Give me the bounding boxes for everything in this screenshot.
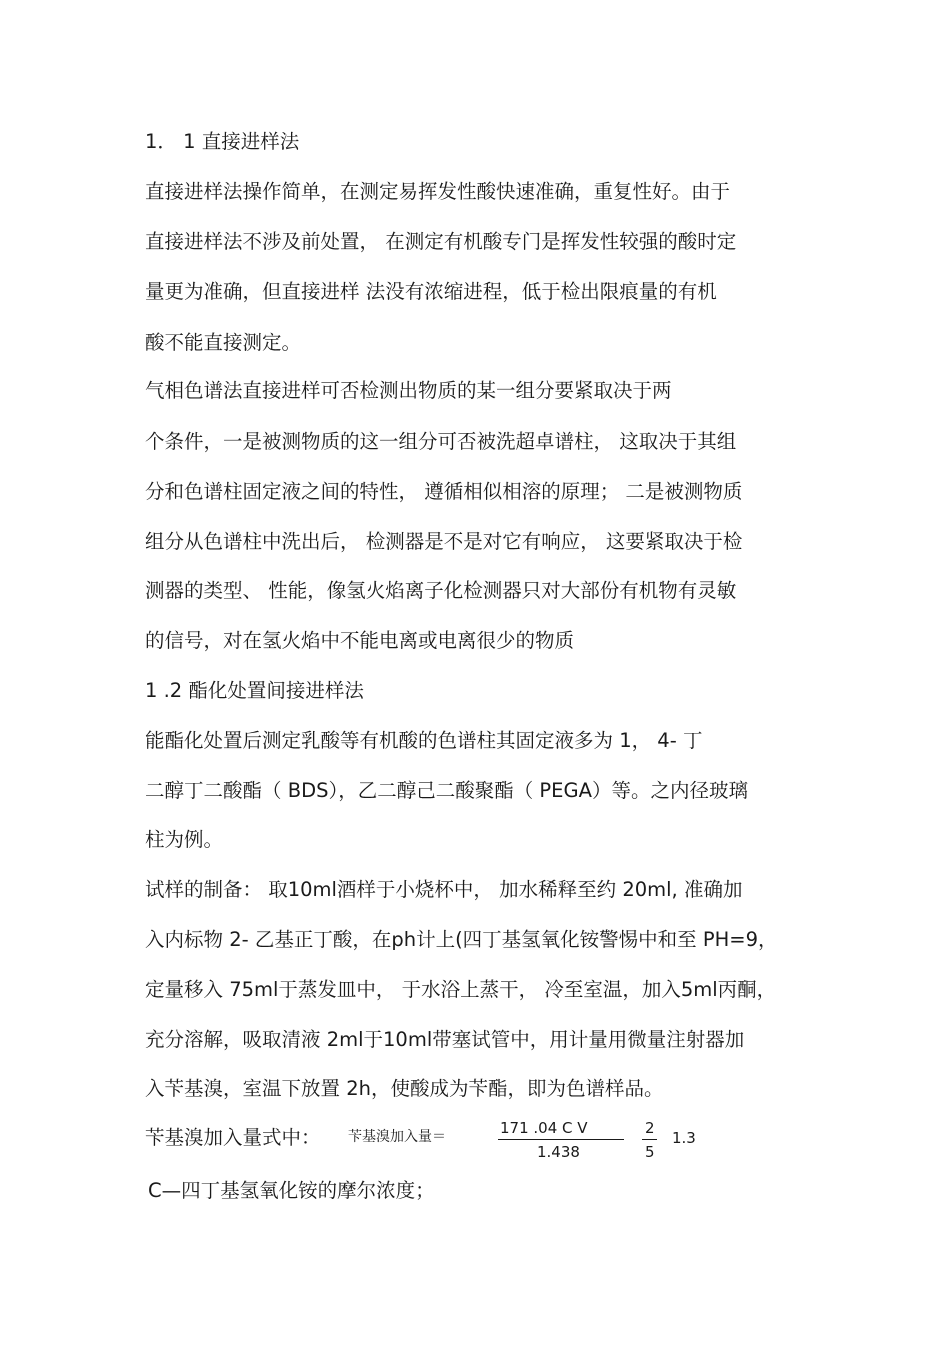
section-heading-1-2: 1 .2 酯化处置间接进样法 xyxy=(145,679,364,702)
fraction2-bar xyxy=(642,1139,657,1140)
fraction2-numerator: 2 xyxy=(645,1119,655,1137)
paragraph-line: 直接进样法不涉及前处置， 在测定有机酸专门是挥发性较强的酸时定 xyxy=(145,230,737,253)
paragraph-line: 气相色谱法直接进样可否检测出物质的某一组分要紧取决于两 xyxy=(145,379,672,402)
variable-definition: C—四丁基氢氧化铵的摩尔浓度； xyxy=(148,1179,435,1202)
paragraph-line: 酸不能直接测定。 xyxy=(145,331,302,354)
paragraph-line: 个条件，一是被测物质的这一组分可否被洗超卓谱柱， 这取决于其组 xyxy=(145,430,737,453)
formula-factor: 1.3 xyxy=(672,1129,696,1147)
paragraph-line: 入内标物 2- 乙基正丁酸，在ph计上(四丁基氢氧化铵警惕中和至 PH=9， xyxy=(145,928,778,951)
paragraph-line: 的信号，对在氢火焰中不能电离或电离很少的物质 xyxy=(145,629,575,652)
section-heading-1-1: 1． 1 直接进样法 xyxy=(145,130,300,153)
paragraph-line: 二醇丁二酸酯（ BDS），乙二醇己二酸聚酯（ PEGA）等。之内径玻璃 xyxy=(145,779,748,802)
paragraph-line: 柱为例。 xyxy=(145,828,224,851)
paragraph-line: 定量移入 75ml于蒸发皿中， 于水浴上蒸干， 冷至室温，加入5ml丙酮， xyxy=(145,978,777,1001)
paragraph-line: 入苄基溴，室温下放置 2h，使酸成为苄酯，即为色谱样品。 xyxy=(145,1077,664,1100)
paragraph-line: 测器的类型、 性能，像氢火焰离子化检测器只对大部份有机物有灵敏 xyxy=(145,579,737,602)
paragraph-line: 直接进样法操作简单，在测定易挥发性酸快速准确，重复性好。由于 xyxy=(145,180,731,203)
fraction1-numerator: 171 .04 C V xyxy=(500,1119,588,1137)
paragraph-line: 能酯化处置后测定乳酸等有机酸的色谱柱其固定液多为 1， 4- 丁 xyxy=(145,729,703,752)
paragraph-line: 试样的制备： 取10ml酒样于小烧杯中， 加水稀释至约 20ml, 准确加 xyxy=(145,878,743,901)
paragraph-line: 分和色谱柱固定液之间的特性， 遵循相似相溶的原理； 二是被测物质 xyxy=(145,480,743,503)
paragraph-line: 充分溶解，吸取清液 2ml于10ml带塞试管中，用计量用微量注射器加 xyxy=(145,1028,745,1051)
formula-intro: 苄基溴加入量式中： xyxy=(145,1126,321,1149)
formula-label: 苄基溴加入量＝ xyxy=(348,1129,446,1145)
paragraph-line: 量更为准确，但直接进样 法没有浓缩进程，低于检出限痕量的有机 xyxy=(145,280,717,303)
paragraph-line: 组分从色谱柱中洗出后， 检测器是不是对它有响应， 这要紧取决于检 xyxy=(145,530,743,553)
fraction1-denominator: 1.438 xyxy=(537,1143,580,1161)
fraction2-denominator: 5 xyxy=(645,1143,655,1161)
fraction1-bar xyxy=(498,1139,624,1140)
